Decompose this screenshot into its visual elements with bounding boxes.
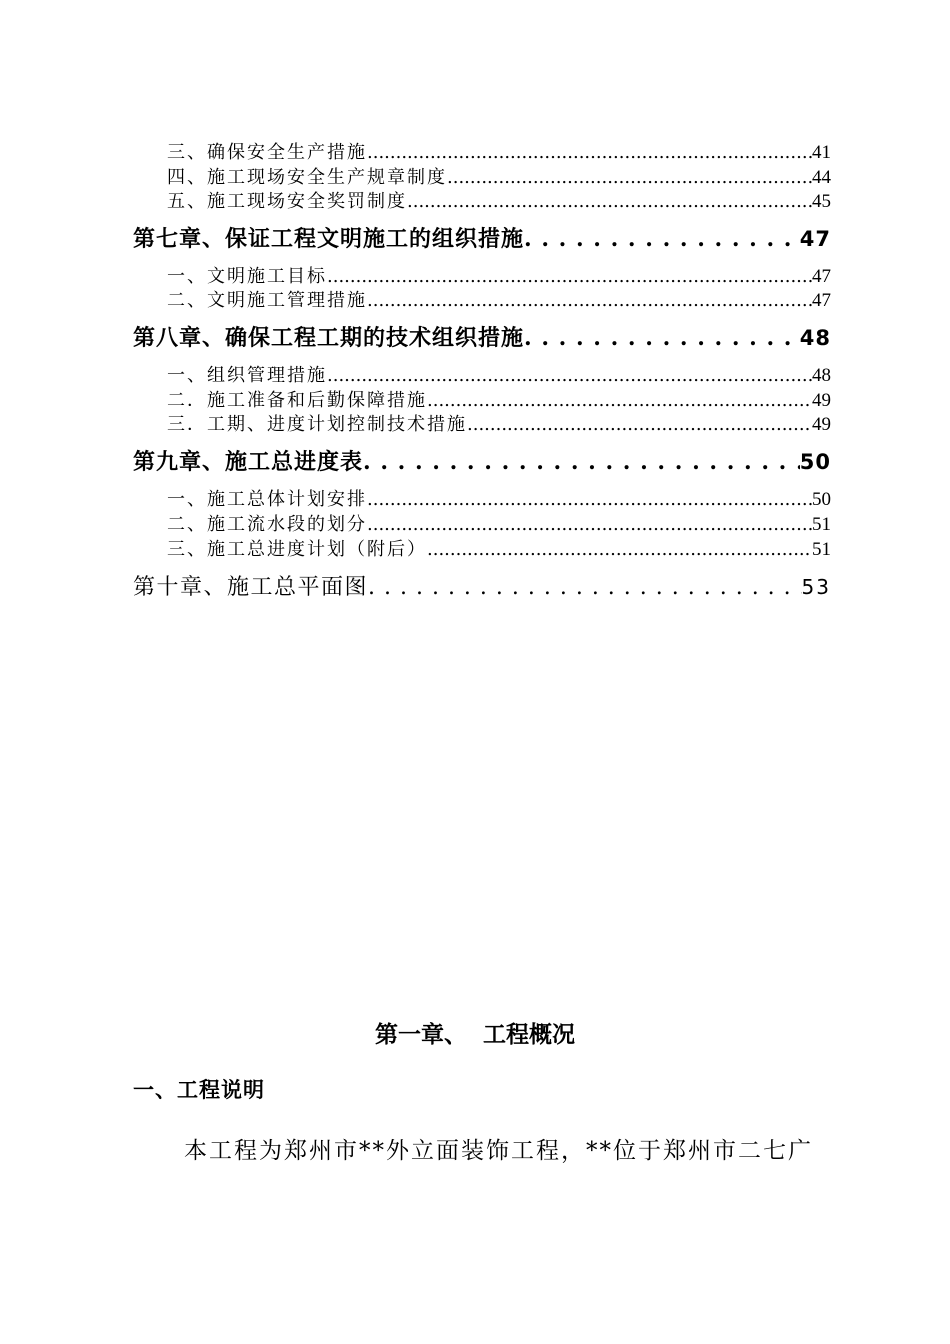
chapter-heading: 第一章、 工程概况 <box>374 1021 575 1048</box>
toc-entry[interactable] <box>167 163 831 187</box>
toc-entry-page: 49 <box>812 390 831 410</box>
toc-entry-page: 53 <box>801 575 831 599</box>
toc-entry-title: 三、确保安全生产措施 <box>167 142 367 162</box>
toc-entry-title: 二、文明施工管理措施 <box>167 290 367 310</box>
toc-entry-page: 49 <box>812 414 831 434</box>
toc-entry-title: 第十章、施工总平面图 <box>133 575 369 600</box>
toc-entry-page: 41 <box>812 142 831 162</box>
toc-entry[interactable] <box>167 410 831 434</box>
toc-entry-page: 51 <box>812 539 831 559</box>
toc-leader-dots <box>524 325 800 351</box>
toc-entry-title: 第七章、保证工程文明施工的组织措施 <box>133 226 525 252</box>
toc-entry-page: 45 <box>812 191 831 211</box>
toc-entry-title: 一、组织管理措施 <box>167 365 327 385</box>
toc-entry-title: 三．工期、进度计划控制技术措施 <box>167 414 467 434</box>
toc-leader-dots <box>327 365 812 385</box>
toc-entry-page: 44 <box>812 167 831 187</box>
toc-leader-dots <box>427 390 812 410</box>
toc-entry-title: 四、施工现场安全生产规章制度 <box>167 167 447 187</box>
toc-entry-page: 47 <box>799 227 831 251</box>
body-paragraph: 本工程为郑州市**外立面装饰工程，**位于郑州市二七广 <box>184 1138 813 1164</box>
toc-entry[interactable] <box>167 361 831 385</box>
toc-entry-title: 第九章、施工总进度表 <box>133 449 364 475</box>
toc-leader-dots <box>524 226 800 252</box>
toc-leader-dots <box>368 575 802 600</box>
toc-entry-page: 48 <box>812 365 831 385</box>
toc-entry-title: 第八章、确保工程工期的技术组织措施 <box>133 325 525 351</box>
toc-leader-dots <box>367 514 812 534</box>
toc-entry-title: 一、文明施工目标 <box>167 266 327 286</box>
toc-leader-dots <box>367 489 812 509</box>
toc-entry[interactable] <box>167 535 831 559</box>
toc-leader-dots <box>467 414 812 434</box>
toc-chapter-entry[interactable] <box>133 570 831 602</box>
toc-leader-dots <box>367 290 812 310</box>
toc-leader-dots <box>367 142 812 162</box>
toc-entry[interactable] <box>167 485 831 509</box>
toc-entry[interactable] <box>167 286 831 310</box>
toc-leader-dots <box>407 191 812 211</box>
toc-entry-page: 48 <box>799 326 831 350</box>
toc-entry-page: 47 <box>812 266 831 286</box>
toc-chapter-entry[interactable] <box>133 445 831 477</box>
toc-leader-dots <box>447 167 812 187</box>
toc-leader-dots <box>427 539 812 559</box>
toc-entry-page: 51 <box>812 514 831 534</box>
toc-entry[interactable] <box>167 262 831 286</box>
toc-entry[interactable] <box>167 187 831 211</box>
toc-entry[interactable] <box>167 510 831 534</box>
toc-entry[interactable] <box>167 138 831 162</box>
toc-leader-dots <box>363 449 800 475</box>
toc-entry-title: 一、施工总体计划安排 <box>167 489 367 509</box>
toc-chapter-entry[interactable] <box>133 321 831 353</box>
toc-entry-title: 五、施工现场安全奖罚制度 <box>167 191 407 211</box>
toc-entry-page: 47 <box>812 290 831 310</box>
section-heading: 一、工程说明 <box>133 1077 265 1102</box>
toc-entry-page: 50 <box>812 489 831 509</box>
toc-entry-page: 50 <box>799 450 831 474</box>
toc-entry[interactable] <box>167 386 831 410</box>
toc-entry-title: 二、施工流水段的划分 <box>167 514 367 534</box>
toc-leader-dots <box>327 266 812 286</box>
toc-entry-title: 三、施工总进度计划（附后） <box>167 539 427 559</box>
toc-chapter-entry[interactable] <box>133 222 831 254</box>
toc-entry-title: 二．施工准备和后勤保障措施 <box>167 390 427 410</box>
